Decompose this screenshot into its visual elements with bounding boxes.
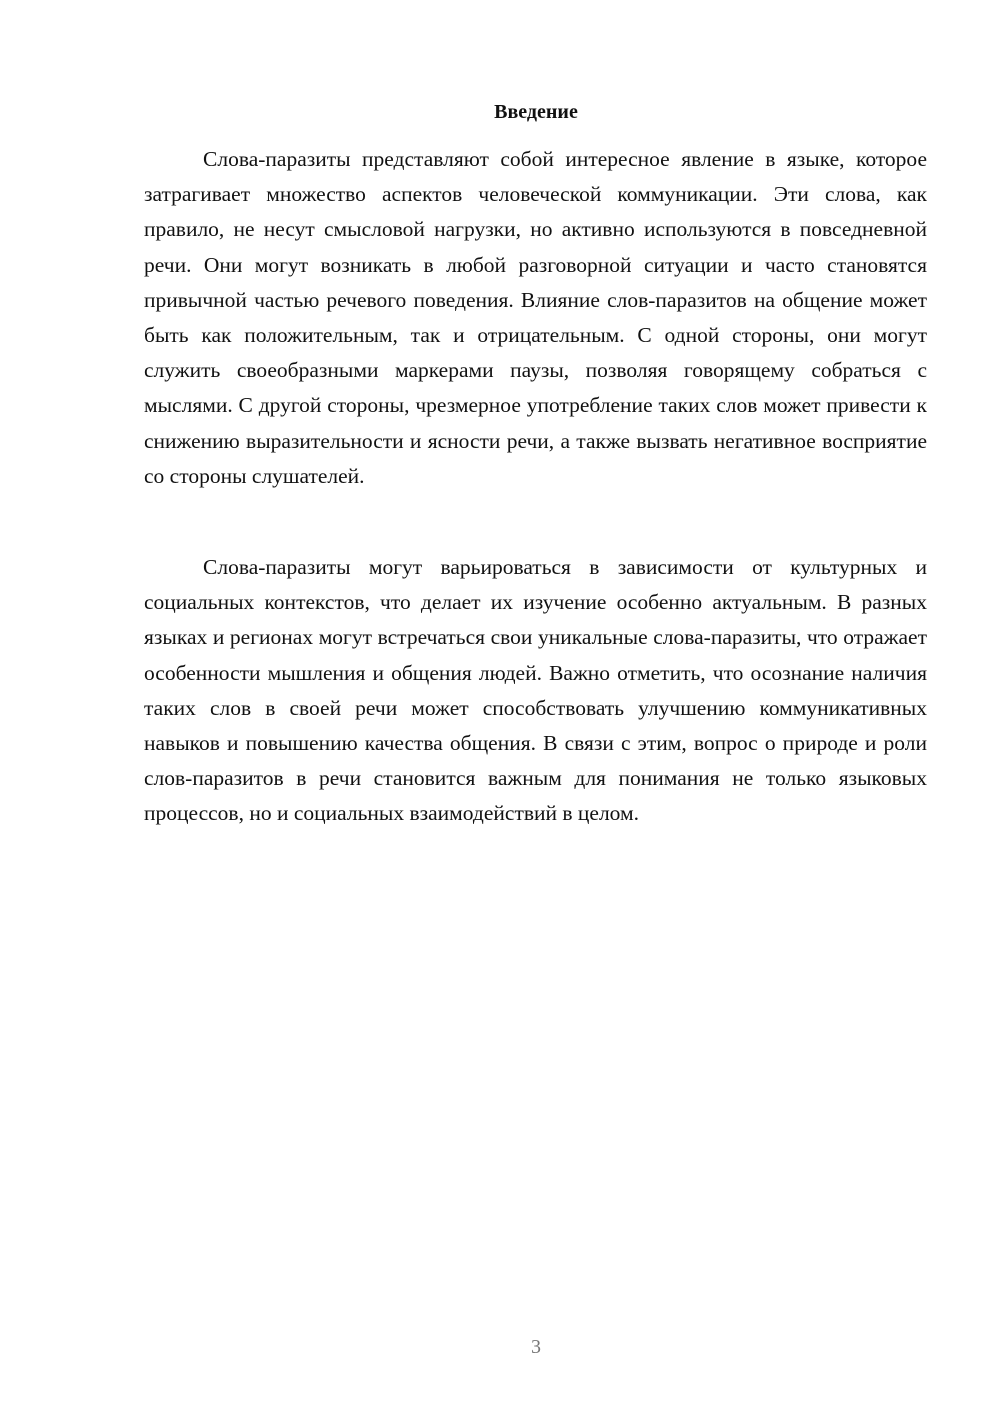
page-number: 3 (531, 1336, 541, 1358)
paragraph-2 (144, 550, 927, 832)
paragraph-text: Слова-паразиты могут варьироваться в зависимости от культурных и социальных контекстов, что делает их изучение особенно актуальным. В разных языках и регионах могут встречаться свои уникальные слова-паразиты, что отражает особенности мышления и общения людей. Важно отметить, что осознание наличия таких слов в своей речи может способствовать улучшению коммуникативных навыков и повышению качества общения. В связи с этим, вопрос о природе и роли слов-паразитов в речи становится важным для понимания не только языковых процессов, но и социальных взаимодействий в целом. (144, 555, 927, 826)
paragraph-1 (144, 142, 927, 494)
paragraph-text: Слова-паразиты представляют собой интересное явление в языке, которое затрагивает множество аспектов человеческой коммуникации. Эти слова, как правило, не несут смысловой нагрузки, но активно используются в повседневной речи. Они могут возникать в любой разговорной ситуации и часто становятся привычной частью речевого поведения. Влияние слов-паразитов на общение может быть как положительным, так и отрицательным. С одной стороны, они могут служить своеобразными маркерами паузы, позволяя говорящему собраться с мыслями. С другой стороны, чрезмерное употребление таких слов может привести к снижению выразительности и ясности речи, а также вызвать негативное восприятие со стороны слушателей. (144, 147, 927, 488)
section-title: Введение (494, 101, 578, 123)
